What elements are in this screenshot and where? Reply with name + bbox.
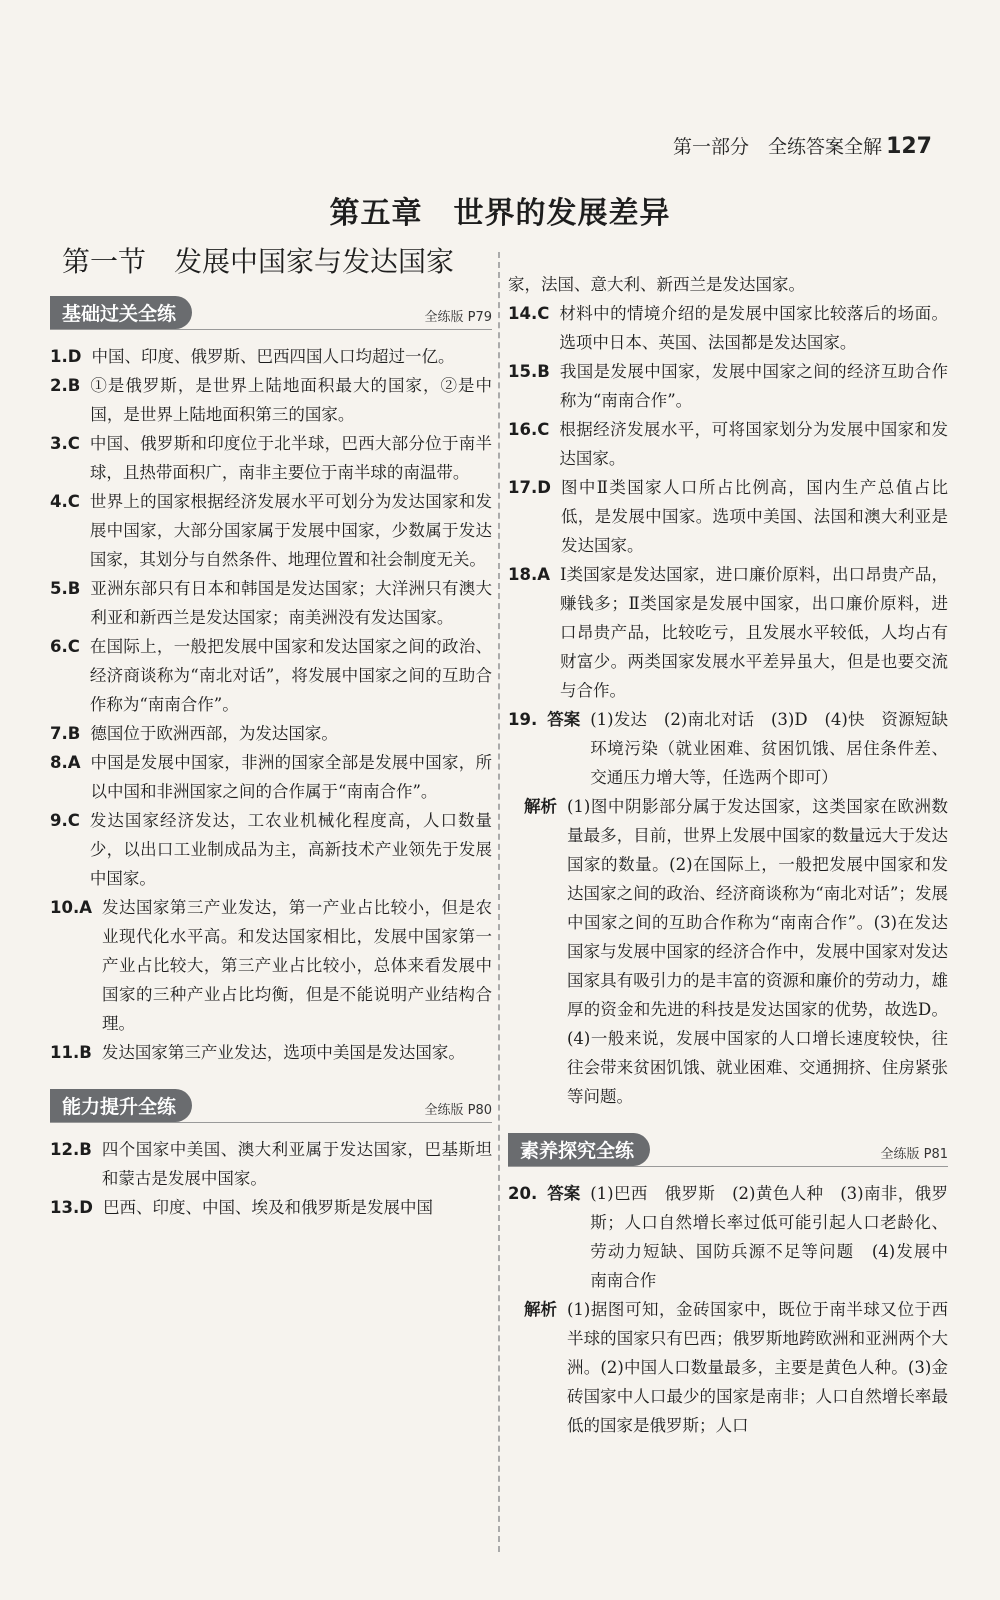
answer-number: 7.B <box>50 724 81 743</box>
answer-item <box>508 299 948 357</box>
answer-text: 四个国家中美国、澳大利亚属于发达国家，巴基斯坦和蒙古是发展中国家。 <box>101 1140 492 1188</box>
answer-number: 1.D <box>50 347 82 366</box>
answer-item <box>508 560 948 705</box>
answer-item <box>508 473 948 560</box>
analysis-19 <box>508 792 948 1111</box>
block-label: 素养探究全练 <box>508 1133 650 1166</box>
answer-number: 17.D <box>508 478 551 497</box>
left-column <box>50 240 492 1222</box>
answer-text: 发达国家第三产业发达，选项中美国是发达国家。 <box>101 1043 465 1062</box>
answer-number: 15.B <box>508 362 550 381</box>
answer-text: (1)巴西 俄罗斯 (2)黄色人种 (3)南非，俄罗斯；人口自然增长率过低可能引起人口老龄化、劳动力短缺、国防兵源不足等问题 (4)发展中 南南合作 <box>590 1184 965 1290</box>
chapter-title: 第五章 世界的发展差异 <box>329 196 671 231</box>
answer-text: 德国位于欧洲西部，为发达国家。 <box>90 724 338 743</box>
page-number: 127 <box>886 134 932 159</box>
answer-number: 20. <box>508 1184 538 1203</box>
section-title: 第一节 发展中国家与发达国家 <box>62 245 455 278</box>
answer-item <box>50 748 492 806</box>
analysis-text: (1)据图可知，金砖国家中，既位于南半球又位于西半球的国家只有巴西；俄罗斯地跨欧洲和亚洲两个大洲。(2)中国人口数量最多，主要是黄色人种。(3)金砖国家中人口最少的国家是南非；人口自然增长率最低的国家是俄罗斯；人口 <box>567 1300 948 1435</box>
answer-item <box>50 1193 492 1222</box>
answer-number: 19. <box>508 710 538 729</box>
answer-text: 图中Ⅱ类国家人口所占比例高，国内生产总值占比低，是发展中国家。选项中美国、法国和澳大利亚是发达国家。 <box>560 478 948 555</box>
block-ref: 全练版 P80 <box>424 1103 492 1118</box>
answer-20 <box>508 1179 965 1295</box>
answer-number: 12.B <box>50 1140 92 1159</box>
answer-text: 在国际上，一般把发展中国家和发达国家之间的政治、经济商谈称为“南北对话”，将发展中国家之间的互助合作称为“南南合作”。 <box>89 637 492 714</box>
answer-item <box>50 342 492 371</box>
answer-item <box>508 357 948 415</box>
answer-item <box>50 1135 492 1193</box>
answer-text: ①是俄罗斯，是世界上陆地面积最大的国家，②是中国，是世界上陆地面积第三的国家。 <box>90 376 492 424</box>
answer-number: 16.C <box>508 420 550 439</box>
answer-text: 根据经济发展水平，可将国家划分为发展中国家和发达国家。 <box>559 420 948 468</box>
answer-number: 11.B <box>50 1043 92 1062</box>
answer-item <box>508 415 948 473</box>
answer-item <box>50 574 492 632</box>
answer-number: 6.C <box>50 637 80 656</box>
answer-item <box>50 806 492 893</box>
answer-item <box>50 632 492 719</box>
answer-text: 发达国家经济发达，工农业机械化程度高，人口数量少，以出口工业制成品为主，高新技术产业领先于发展中国家。 <box>89 811 492 888</box>
answer-19 <box>508 705 965 792</box>
answer-text: 发达国家第三产业发达，第一产业占比较小，但是农业现代化水平高。和发达国家相比，发展中国家第一产业占比较大，第三产业占比较小，总体来看发展中国家的三种产业占比均衡，但是不能说明产业结构合理。 <box>102 898 492 1033</box>
answer-number: 14.C <box>508 304 550 323</box>
block-header-advanced <box>50 1089 492 1123</box>
answer-number: 3.C <box>50 434 80 453</box>
answer-text: 中国、印度、俄罗斯、巴西四国人口均超过一亿。 <box>91 347 455 366</box>
answer-item <box>50 719 492 748</box>
answer-item <box>50 893 492 1038</box>
page-header <box>673 132 932 159</box>
answer-label: 答案 <box>547 1184 581 1203</box>
answer-text: Ⅰ类国家是发达国家，进口廉价原料，出口昂贵产品，赚钱多；Ⅱ类国家是发展中国家，出口廉价原料，进口昂贵产品，比较吃亏，且发展水平较低，人均占有财富少。两类国家发展水平差异虽大，但是也要交流与合作。 <box>560 565 948 700</box>
block-ref: 全练版 P79 <box>424 310 492 325</box>
block-ref: 全练版 P81 <box>880 1147 948 1162</box>
answer-number: 5.B <box>50 579 81 598</box>
answer-number: 8.A <box>50 753 81 772</box>
answer-text: 亚洲东部只有日本和韩国是发达国家；大洋洲只有澳大利亚和新西兰是发达国家；南美洲没有发达国家。 <box>90 579 492 627</box>
analysis-label: 解析 <box>524 1300 557 1319</box>
block-label: 基础过关全练 <box>50 296 192 329</box>
answer-label: 答案 <box>547 710 581 729</box>
block-label: 能力提升全练 <box>50 1089 192 1122</box>
answer-number: 13.D <box>50 1198 93 1217</box>
block-header-basic <box>50 296 492 330</box>
answer-text: 我国是发展中国家，发展中国家之间的经济互助合作称为“南南合作”。 <box>559 362 948 410</box>
answer-text: 中国、俄罗斯和印度位于北半球，巴西大部分位于南半球，且热带面积广，南非主要位于南半球的南温带。 <box>89 434 492 482</box>
column-divider <box>498 252 500 1552</box>
answer-number: 2.B <box>50 376 81 395</box>
answer-text: 中国是发展中国家，非洲的国家全部是发展中国家，所以中国和非洲国家之间的合作属于“南南合作”。 <box>90 753 492 801</box>
answer-text: 巴西、印度、中国、埃及和俄罗斯是发展中国 <box>102 1198 433 1217</box>
answer-number: 18.A <box>508 565 550 584</box>
header-part: 第一部分 全练答案全解 <box>673 136 883 158</box>
analysis-20 <box>508 1295 948 1440</box>
analysis-text: (1)图中阴影部分属于发达国家，这类国家在欧洲数量最多，目前，世界上发展中国家的数量远大于发达国家的数量。(2)在国际上，一般把发展中国家和发达国家之间的政治、经济商谈称为“南北对话”；发展中国家之间的互助合作称为“南南合作”。(3)在发达国家与发展中国家的经济合作中，发展中国家对发达国家具有吸引力的是丰富的资源和廉价的劳动力，雄厚的资金和先进的科技是发达国家的优势，故选D。(4)一般来说，发展中国家的人口增长速度较快，往往会带来贫困饥饿、就业困难、交通拥挤、住房紧张等问题。 <box>567 797 948 1106</box>
answer-number: 9.C <box>50 811 80 830</box>
answer-text: 材料中的情境介绍的是发展中国家比较落后的场面。选项中日本、英国、法国都是发达国家。 <box>559 304 948 352</box>
answer-item <box>50 1038 492 1067</box>
answer-number: 10.A <box>50 898 92 917</box>
answer-item <box>50 371 492 429</box>
answer-number: 4.C <box>50 492 80 511</box>
right-column <box>508 270 965 1440</box>
answer-item <box>50 487 492 574</box>
answer-text: (1)发达 (2)南北对话 (3)D (4)快 资源短缺 环境污染（就业困难、贫困饥饿、居住条件差、交通压力增大等，任选两个即可） <box>590 710 965 787</box>
analysis-label: 解析 <box>524 797 557 816</box>
block-header-inquiry <box>508 1133 948 1167</box>
answer-item <box>50 429 492 487</box>
answer-text: 世界上的国家根据经济发展水平可划分为发达国家和发展中国家，大部分国家属于发展中国家，少数属于发达国家，其划分与自然条件、地理位置和社会制度无关。 <box>89 492 492 569</box>
answer-13-continued: 家，法国、意大利、新西兰是发达国家。 <box>508 275 805 294</box>
